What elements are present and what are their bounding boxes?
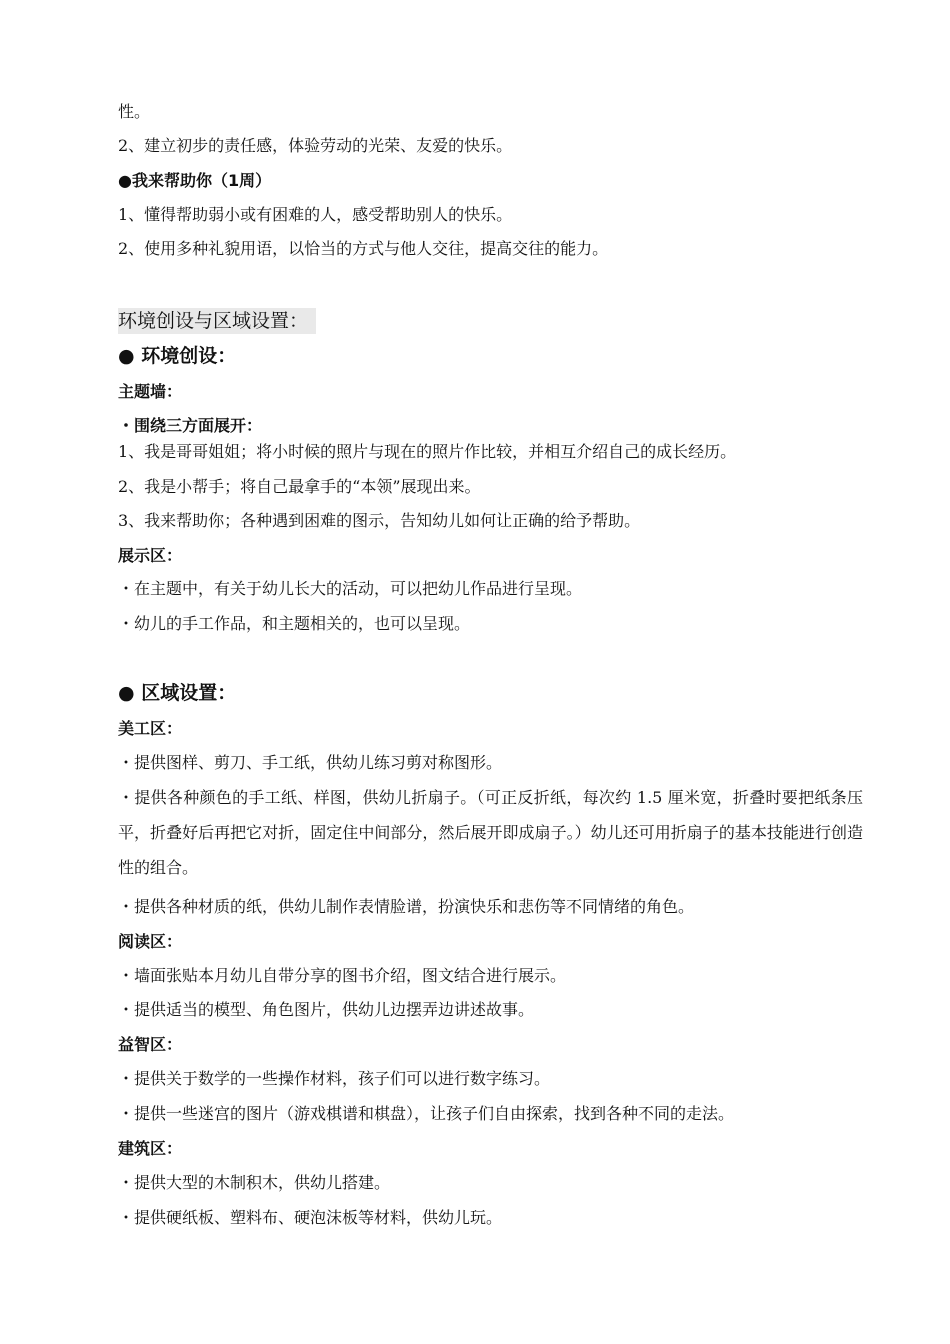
text-line: ・在主题中，有关于幼儿长大的活动，可以把幼儿作品进行呈现。 <box>118 579 583 598</box>
chapter-heading: 环境创设与区域设置： <box>118 308 316 334</box>
text-line: ・提供图样、剪刀、手工纸，供幼儿练习剪对称图形。 <box>118 753 503 772</box>
text-line: 2、建立初步的责任感，体验劳动的光荣、友爱的快乐。 <box>118 136 513 155</box>
subsection-heading: 美工区： <box>118 719 183 738</box>
subsection-heading: 建筑区： <box>118 1139 183 1158</box>
text-line: 1、我是哥哥姐姐；将小时候的照片与现在的照片作比较，并相互介绍自己的成长经历。 <box>118 442 737 461</box>
text-line: 性。 <box>118 102 151 121</box>
section-heading: ●我来帮助你（1周） <box>118 171 272 190</box>
text-line: 2、我是小帮手；将自己最拿手的“本领”展现出来。 <box>118 477 481 496</box>
text-paragraph: ・提供各种颜色的手工纸、样图，供幼儿折扇子。（可正反折纸，每次约 1.5 厘米宽，折叠时要把纸条压平，折叠好后再把它对折，固定住中间部分，然后展开即成扇子。）幼儿还可用折扇子的基本技能进行创造性的组合。 <box>118 788 863 877</box>
subsection-heading: 展示区： <box>118 546 183 565</box>
text-line: ・提供适当的模型、角色图片，供幼儿边摆弄边讲述故事。 <box>118 1000 535 1019</box>
text-line: ・墙面张贴本月幼儿自带分享的图书介绍，图文结合进行展示。 <box>118 966 567 985</box>
text-line: ・提供大型的木制积木，供幼儿搭建。 <box>118 1173 391 1192</box>
subsection-heading: 阅读区： <box>118 932 183 951</box>
text-line: 3、我来帮助你；各种遇到困难的图示，告知幼儿如何让正确的给予帮助。 <box>118 511 641 530</box>
text-line: ・提供关于数学的一些操作材料，孩子们可以进行数字练习。 <box>118 1069 551 1088</box>
subsection-heading: ・围绕三方面展开： <box>118 416 263 435</box>
text-line: ・幼儿的手工作品，和主题相关的，也可以呈现。 <box>118 614 471 633</box>
text-line: 2、使用多种礼貌用语，以恰当的方式与他人交往，提高交往的能力。 <box>118 239 609 258</box>
text-line: 1、懂得帮助弱小或有困难的人，感受帮助别人的快乐。 <box>118 205 513 224</box>
text-line: ・提供硬纸板、塑料布、硬泡沫板等材料，供幼儿玩。 <box>118 1208 503 1227</box>
text-line: ・提供各种材质的纸，供幼儿制作表情脸谱，扮演快乐和悲伤等不同情绪的角色。 <box>118 897 695 916</box>
section-heading: ● 环境创设： <box>118 345 237 367</box>
text-line: ・提供一些迷宫的图片（游戏棋谱和棋盘），让孩子们自由探索，找到各种不同的走法。 <box>118 1104 735 1123</box>
subsection-heading: 主题墙： <box>118 382 183 401</box>
subsection-heading: 益智区： <box>118 1035 183 1054</box>
section-heading: ● 区域设置： <box>118 682 237 704</box>
